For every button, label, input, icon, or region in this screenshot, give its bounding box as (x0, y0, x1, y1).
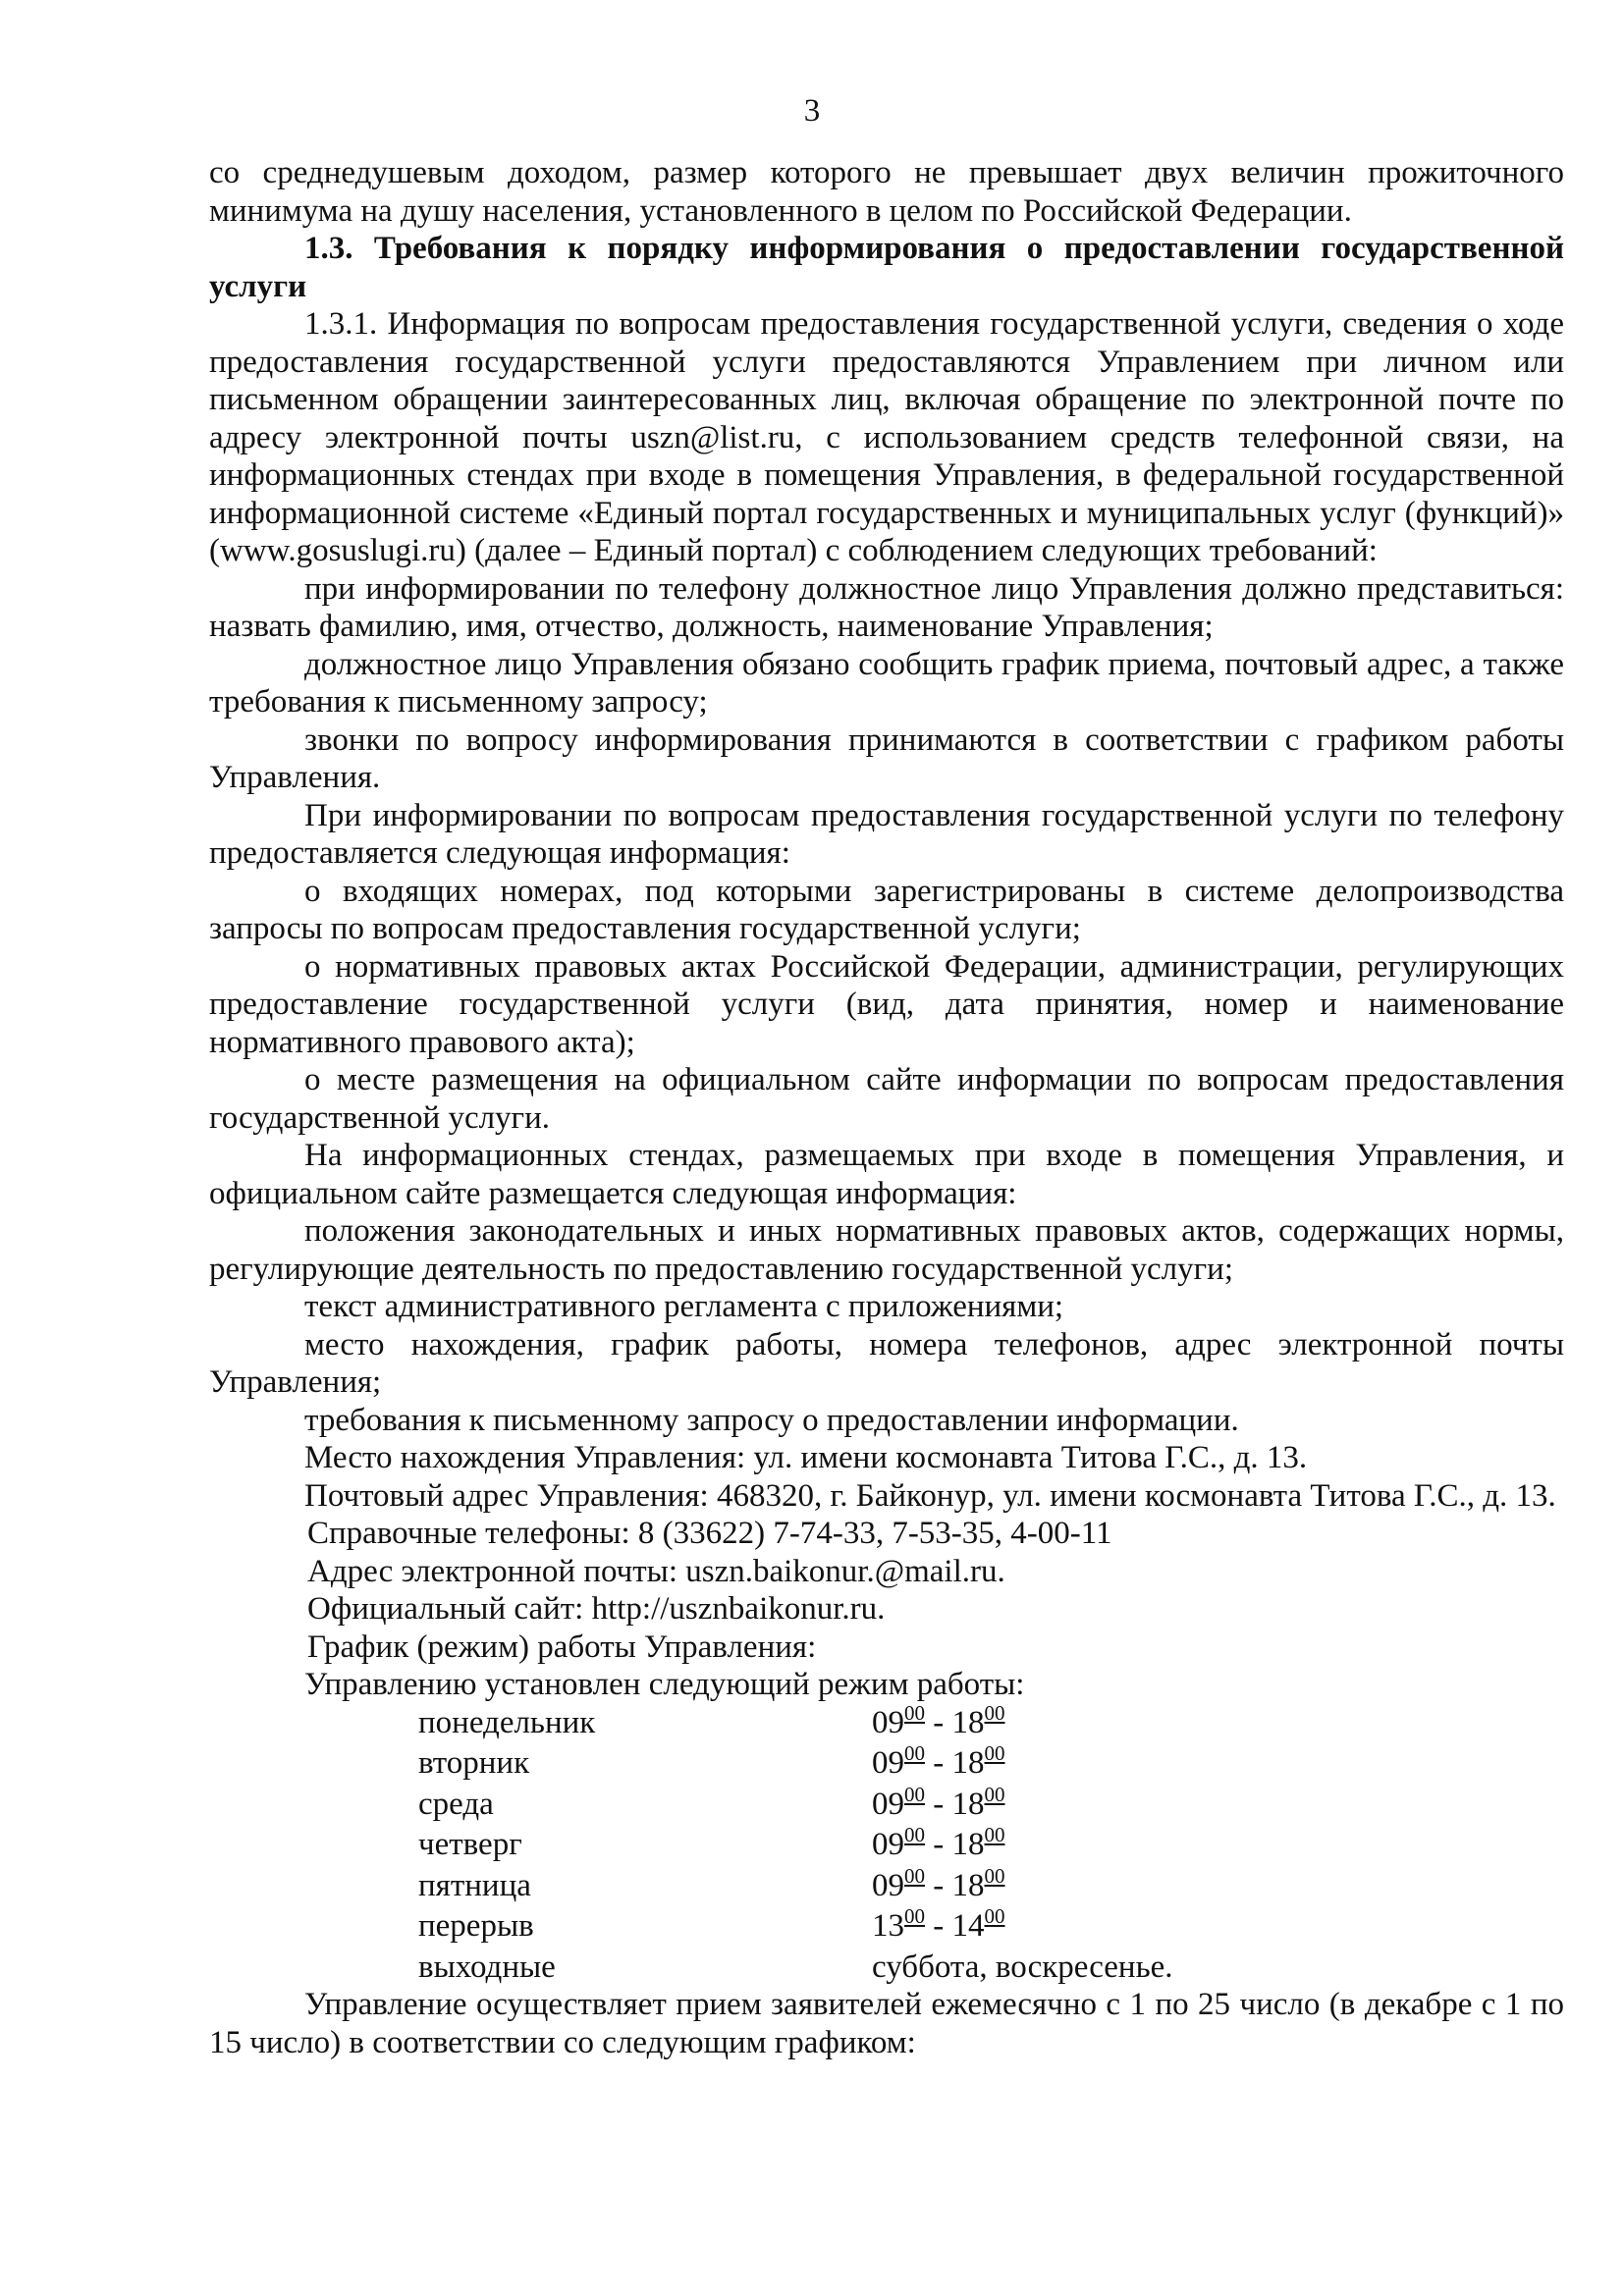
paragraph: положения законодательных и иных нормативных правовых актов, содержащих нормы, регулирующие деятельность по предоставлению государственной услуги; (209, 1213, 1564, 1287)
schedule-row (418, 1786, 1173, 1827)
work-schedule-table (418, 1700, 1173, 1987)
paragraph: 1.3.1. Информация по вопросам предоставления государственной услуги, сведения о ходе предоставления государственной услуги предоставляются Управлением при личном или письменном обращении заинтересованных лиц, включая обращение по электронной почте по адресу электронной почты uszn@list.ru, с использованием средств телефонной связи, на информационных стендах при входе в помещения Управления, в федеральной государственной информационной системе «Единый портал государственных и муниципальных услуг (функций)» (www.gosuslugi.ru) (далее – Единый портал) с соблюдением следующих требований: (209, 306, 1564, 568)
paragraph: при информировании по телефону должностное лицо Управления должно представиться: назвать фамилию, имя, отчество, должность, наименование Управления; (209, 570, 1564, 644)
schedule-day: перерыв (418, 1908, 534, 1944)
paragraph: звонки по вопросу информирования принимаются в соответствии с графиком работы Управления. (209, 721, 1564, 795)
paragraph: о месте размещения на официальном сайте информации по вопросам предоставления государственной услуги. (209, 1062, 1564, 1136)
schedule-day: вторник (418, 1745, 530, 1781)
schedule-hours: $09^{00} - 18^{00}$ (872, 1700, 1005, 1740)
schedule-row (418, 1907, 1173, 1949)
schedule-day: четверг (418, 1827, 522, 1862)
schedule-row (418, 1867, 1173, 1908)
schedule-row (418, 1704, 1173, 1745)
schedule-day: среда (418, 1786, 494, 1822)
schedule-row (418, 1949, 1173, 1987)
paragraph: Место нахождения Управления: ул. имени космонавта Титова Г.С., д. 13. (304, 1440, 1308, 1475)
schedule-intro: Управлению установлен следующий режим работы: (304, 1667, 1025, 1702)
paragraph: о входящих номерах, под которыми зарегистрированы в системе делопроизводства запросы по вопросам предоставления государственной услуги; (209, 873, 1564, 946)
contact-site: Официальный сайт: http://usznbaikonur.ru. (307, 1591, 886, 1627)
intro-paragraph: со среднедушевым доходом, размер которого не превышает двух величин прожиточного минимума на душу населения, установленного в целом по Российской Федерации. (209, 155, 1564, 229)
schedule-hours: суббота, воскресенье. (872, 1949, 1173, 1985)
schedule-hours: $13^{00} - 14^{00}$ (872, 1904, 1005, 1944)
contact-email: Адрес электронной почты: uszn.baikonur.@mail.ru. (307, 1553, 1005, 1589)
schedule-row (418, 1826, 1173, 1867)
paragraph: На информационных стендах, размещаемых при входе в помещения Управления, и официальном сайте размещается следующая информация: (209, 1138, 1564, 1211)
paragraph: текст административного регламента с приложениями; (304, 1289, 1064, 1324)
closing-paragraph: Управление осуществляет прием заявителей ежемесячно с 1 по 25 число (в декабре с 1 по 15 число) в соответствии со следующим графиком: (209, 1987, 1564, 2060)
schedule-hours: $09^{00} - 18^{00}$ (872, 1782, 1005, 1822)
section-heading: 1.3. Требования к порядку информирования о предоставлении государственной услуги (209, 231, 1564, 304)
contact-phones: Справочные телефоны: 8 (33622) 7-74-33, 7-53-35, 4-00-11 (307, 1516, 1112, 1551)
page-number: 3 (803, 93, 821, 129)
schedule-hours: $09^{00} - 18^{00}$ (872, 1863, 1005, 1903)
schedule-day: пятница (418, 1867, 531, 1903)
schedule-hours: $09^{00} - 18^{00}$ (872, 1741, 1005, 1781)
paragraph: о нормативных правовых актах Российской Федерации, администрации, регулирующих предоставление государственной услуги (вид, дата принятия, номер и наименование нормативного правового акта); (209, 948, 1564, 1060)
paragraph: место нахождения, график работы, номера телефонов, адрес электронной почты Управления; (209, 1326, 1564, 1400)
schedule-day: выходные (418, 1949, 556, 1985)
paragraph: требования к письменному запросу о предоставлении информации. (304, 1402, 1239, 1438)
schedule-row (418, 1744, 1173, 1786)
document-body (209, 154, 1564, 2061)
schedule-hours: $09^{00} - 18^{00}$ (872, 1823, 1005, 1862)
paragraph: Почтовый адрес Управления: 468320, г. Байконур, ул. имени космонавта Титова Г.С., д. 13. (304, 1477, 1556, 1514)
paragraph: При информировании по вопросам предоставления государственной услуги по телефону предоставляется следующая информация: (209, 797, 1564, 871)
schedule-day: понедельник (418, 1704, 596, 1740)
paragraph: должностное лицо Управления обязано сообщить график приема, почтовый адрес, а также требования к письменному запросу; (209, 646, 1564, 720)
schedule-title: График (режим) работы Управления: (307, 1629, 817, 1665)
